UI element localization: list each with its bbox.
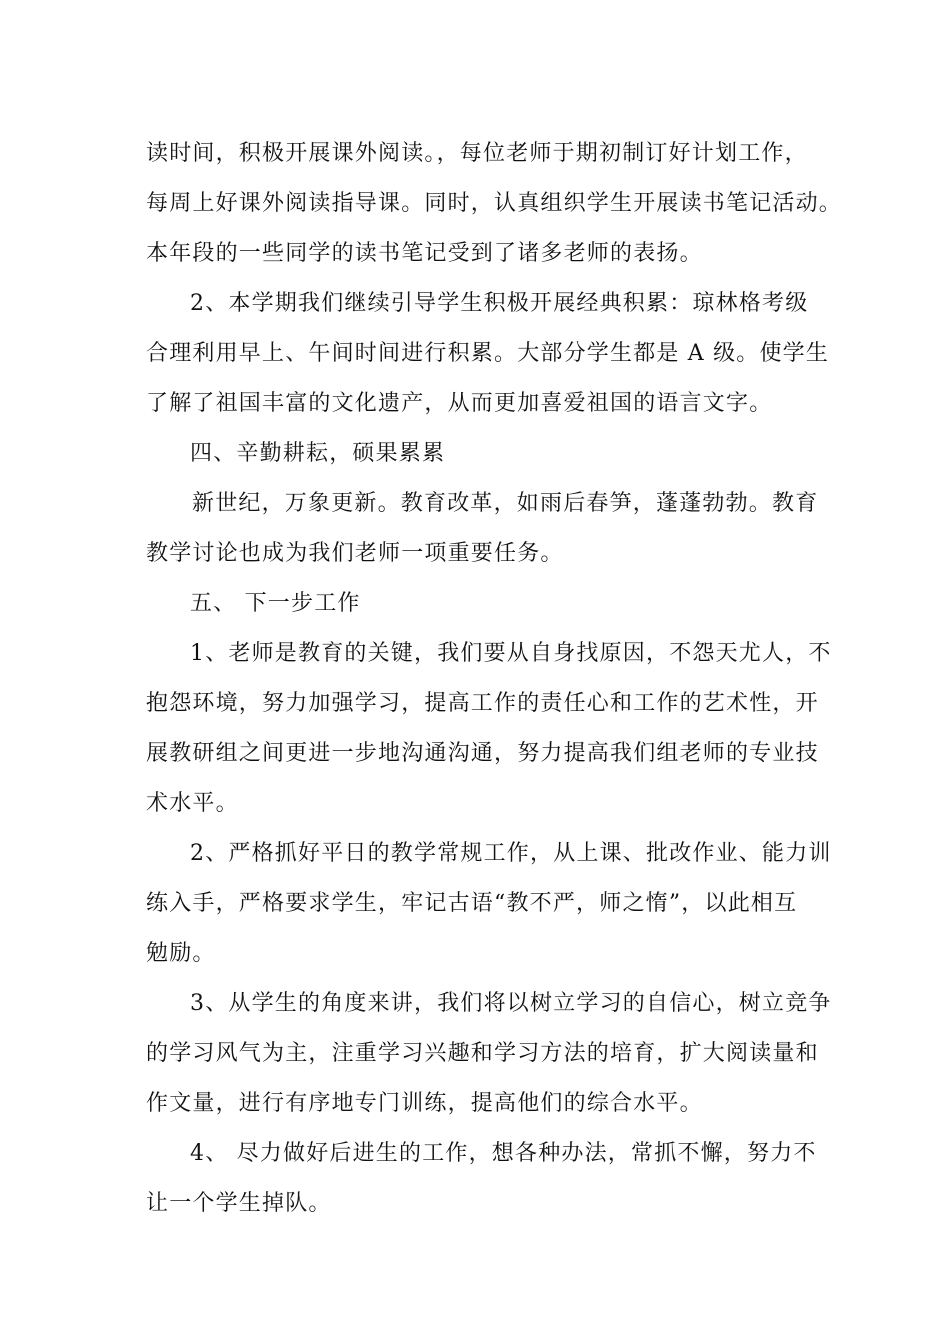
text-line: 教学讨论也成为我们老师一项重要任务。: [146, 541, 564, 566]
text-line: 3、从学生的角度来讲，我们将以树立学习的自信心，树立竞争: [190, 991, 832, 1016]
text-line: 了解了祖国丰富的文化遗产，从而更加喜爱祖国的语言文字。: [146, 391, 773, 416]
text-line: 1、老师是教育的关键，我们要从自身找原因，不怨天尤人，不: [190, 641, 832, 666]
text-line: 每周上好课外阅读指导课。同时，认真组织学生开展读书笔记活动。: [146, 191, 843, 216]
text-line: 合理利用早上、午间时间进行积累。大部分学生都是 A 级。使学生: [146, 341, 830, 366]
text-line: 抱怨环境，努力加强学习，提高工作的责任心和工作的艺术性，开: [146, 691, 819, 716]
section-heading: 五、 下一步工作: [190, 591, 361, 616]
text-line: 练入手，严格要求学生，牢记古语“教不严，师之惰”，以此相互: [146, 891, 798, 916]
text-line: 作文量，进行有序地专门训练，提高他们的综合水平。: [146, 1091, 703, 1116]
text-line: 勉励。: [146, 941, 216, 966]
text-line: 的学习风气为主，注重学习兴趣和学习方法的培育，扩大阅读量和: [146, 1041, 819, 1066]
text-line: 术水平。: [146, 791, 239, 816]
section-heading: 四、辛勤耕耘，硕果累累: [190, 441, 446, 466]
text-line: 4、 尽力做好后进生的工作，想各种办法，常抓不懈，努力不: [190, 1141, 817, 1166]
text-line: 让一个学生掉队。: [146, 1191, 332, 1216]
text-line: 2、本学期我们继续引导学生积极开展经典积累：琼林格考级: [190, 291, 809, 316]
text-line: 新世纪，万象更新。教育改革，如雨后春笋，蓬蓬勃勃。教育: [192, 491, 819, 516]
text-line: 读时间，积极开展课外阅读。，每位老师于期初制订好计划工作，: [146, 141, 808, 166]
text-line: 2、严格抓好平日的教学常规工作，从上课、批改作业、能力训: [190, 841, 832, 866]
text-line: 本年段的一些同学的读书笔记受到了诸多老师的表扬。: [146, 241, 703, 266]
text-line: 展教研组之间更进一步地沟通沟通，努力提高我们组老师的专业技: [146, 741, 819, 766]
